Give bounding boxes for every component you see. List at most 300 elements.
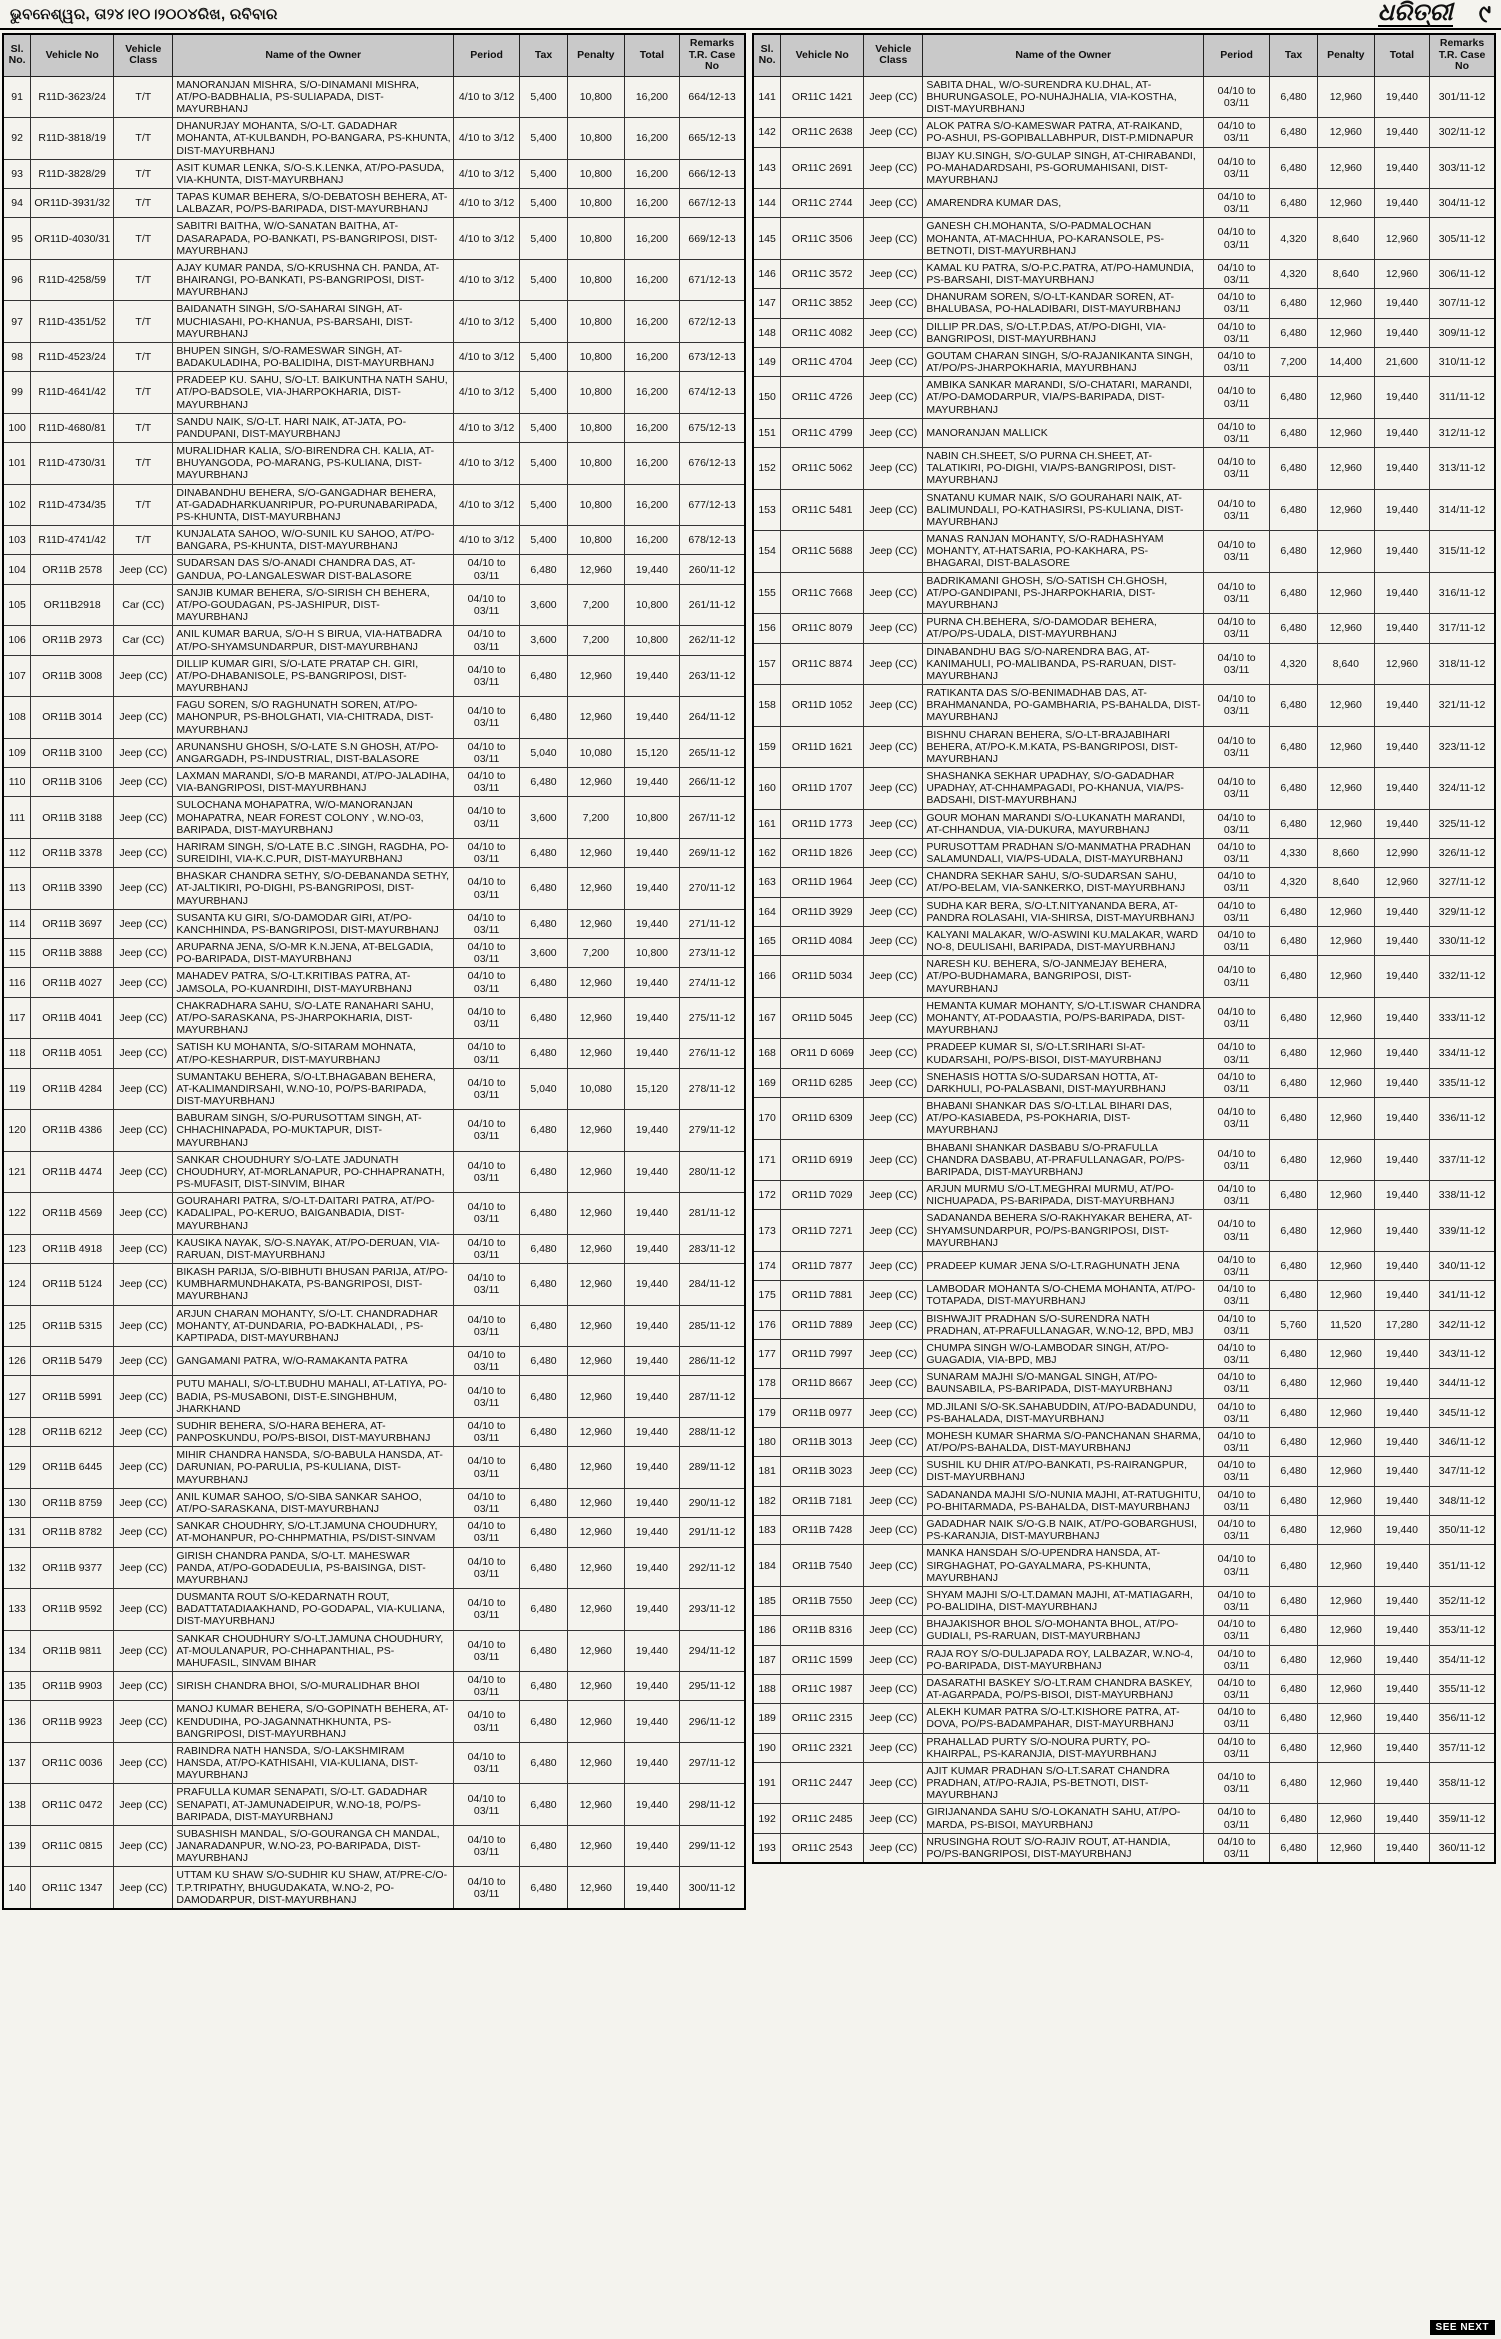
vehicle-no: OR11 D 6069	[781, 1039, 864, 1068]
vehicle-class: Jeep (CC)	[114, 768, 173, 797]
owner-name: DHANURJAY MOHANTA, S/O-LT. GADADHAR MOHANTA, AT-KULBANDH, PO-BANGARA, PS-KHUNTA, DIST-MAYURBHANJ	[173, 118, 454, 160]
period: 04/10 to 03/11	[1204, 1516, 1270, 1545]
penalty: 12,960	[567, 1110, 624, 1152]
column-header-vehicle-class: Vehicle Class	[864, 34, 923, 76]
masthead-area	[1378, 1, 1491, 27]
owner-name: CHAKRADHARA SAHU, S/O-LATE RANAHARI SAHU, AT/PO-SARASKANA, PS-JHARPOKHARIA, DIST-MAYURBHANJ	[173, 997, 454, 1039]
total: 19,440	[1374, 768, 1429, 810]
period: 04/10 to 03/11	[454, 1234, 520, 1263]
vehicle-no: OR11C 2321	[781, 1733, 864, 1762]
period: 04/10 to 03/11	[1204, 118, 1270, 147]
vehicle-class: Jeep (CC)	[864, 259, 923, 288]
tax: 6,480	[520, 1264, 568, 1306]
table-row	[753, 1369, 1495, 1398]
period: 04/10 to 03/11	[454, 1867, 520, 1909]
vehicle-class: Jeep (CC)	[864, 1210, 923, 1252]
penalty: 12,960	[1317, 997, 1374, 1039]
tr-case-no: 674/12-13	[680, 372, 745, 414]
penalty: 10,800	[567, 259, 624, 301]
owner-name: SHYAM MAJHI S/O-LT.DAMAN MAJHI, AT-MATIAGARH, PO-BALIDIHA, DIST-MAYURBHANJ	[923, 1586, 1204, 1615]
tax: 6,480	[1270, 1281, 1318, 1310]
table-row	[3, 76, 745, 118]
tax: 6,480	[520, 997, 568, 1039]
vehicle-no: OR11D 7271	[781, 1210, 864, 1252]
total: 19,440	[624, 838, 679, 867]
vehicle-class: Jeep (CC)	[864, 531, 923, 573]
tax: 6,480	[1270, 926, 1318, 955]
sl-no: 109	[3, 738, 31, 767]
total: 19,440	[1374, 1281, 1429, 1310]
period: 04/10 to 03/11	[1204, 218, 1270, 260]
vehicle-no: R11D-4523/24	[31, 342, 114, 371]
owner-name: LAMBODAR MOHANTA S/O-CHEMA MOHANTA, AT/PO-TOTAPADA, DIST-MAYURBHANJ	[923, 1281, 1204, 1310]
period: 04/10 to 03/11	[1204, 1098, 1270, 1140]
sl-no: 145	[753, 218, 781, 260]
total: 19,440	[1374, 1369, 1429, 1398]
penalty: 10,800	[567, 118, 624, 160]
period: 04/10 to 03/11	[1204, 1486, 1270, 1515]
tr-case-no: 271/11-12	[680, 909, 745, 938]
vehicle-class: Jeep (CC)	[864, 189, 923, 218]
vehicle-no: OR11B 9923	[31, 1701, 114, 1743]
vehicle-class: Jeep (CC)	[114, 1825, 173, 1867]
total: 19,440	[1374, 1098, 1429, 1140]
period: 4/10 to 3/12	[454, 372, 520, 414]
vehicle-no: OR11B 8782	[31, 1518, 114, 1547]
total: 19,440	[624, 1547, 679, 1589]
penalty: 7,200	[567, 584, 624, 626]
owner-name: BHABANI SHANKAR DAS S/O-LT.LAL BIHARI DAS, AT/PO-KASIABEDA, PS-POKHARIA, DIST-MAYURBHANJ	[923, 1098, 1204, 1140]
table-row	[3, 1347, 745, 1376]
table-row	[3, 968, 745, 997]
total: 16,200	[624, 218, 679, 260]
table-row	[3, 218, 745, 260]
tr-case-no: 665/12-13	[680, 118, 745, 160]
vehicle-class: Jeep (CC)	[864, 489, 923, 531]
column-header-owner-name: Name of the Owner	[173, 34, 454, 76]
sl-no: 116	[3, 968, 31, 997]
tr-case-no: 266/11-12	[680, 768, 745, 797]
tr-case-no: 343/11-12	[1430, 1339, 1495, 1368]
owner-name: GOUR MOHAN MARANDI S/O-LUKANATH MARANDI, AT-CHHANDUA, VIA-DUKURA, MAYURBHANJ	[923, 809, 1204, 838]
table-row	[753, 1586, 1495, 1615]
sl-no: 177	[753, 1339, 781, 1368]
penalty: 12,960	[1317, 726, 1374, 768]
vehicle-class: Jeep (CC)	[114, 697, 173, 739]
tr-case-no: 347/11-12	[1430, 1457, 1495, 1486]
vehicle-class: Jeep (CC)	[864, 997, 923, 1039]
sl-no: 189	[753, 1704, 781, 1733]
period: 04/10 to 03/11	[1204, 1545, 1270, 1587]
tr-case-no: 333/11-12	[1430, 997, 1495, 1039]
table-row	[3, 1193, 745, 1235]
tax: 6,480	[1270, 614, 1318, 643]
vehicle-table-right	[752, 33, 1496, 1864]
owner-name: KALYANI MALAKAR, W/O-ASWINI KU.MALAKAR, WARD NO-8, DEULISAHI, BARIPADA, DIST-MAYURBHANJ	[923, 926, 1204, 955]
sl-no: 91	[3, 76, 31, 118]
owner-name: ARUNANSHU GHOSH, S/O-LATE S.N GHOSH, AT/PO-ANGARGADH, PS-INDUSTRIAL, DIST-BALASORE	[173, 738, 454, 767]
total: 19,440	[624, 1784, 679, 1826]
total: 16,200	[624, 443, 679, 485]
vehicle-no: R11D-4351/52	[31, 301, 114, 343]
tax: 5,400	[520, 413, 568, 442]
period: 04/10 to 03/11	[1204, 1310, 1270, 1339]
tax: 6,480	[520, 1784, 568, 1826]
owner-name: RAJA ROY S/O-DULJAPADA ROY, LALBAZAR, W.NO-4, PO-BARIPADA, DIST-MAYURBHANJ	[923, 1645, 1204, 1674]
vehicle-class: Jeep (CC)	[114, 1447, 173, 1489]
tr-case-no: 279/11-12	[680, 1110, 745, 1152]
period: 04/10 to 03/11	[454, 1784, 520, 1826]
owner-name: PRADEEP KUMAR JENA S/O-LT.RAGHUNATH JENA	[923, 1251, 1204, 1280]
period: 04/10 to 03/11	[1204, 685, 1270, 727]
vehicle-no: OR11B 8759	[31, 1488, 114, 1517]
tax: 6,480	[1270, 572, 1318, 614]
sl-no: 138	[3, 1784, 31, 1826]
sl-no: 180	[753, 1427, 781, 1456]
owner-name: ASIT KUMAR LENKA, S/O-S.K.LENKA, AT/PO-PASUDA, VIA-KHUNTA, DIST-MAYURBHANJ	[173, 159, 454, 188]
table-row	[753, 1457, 1495, 1486]
table-row	[3, 626, 745, 655]
period: 04/10 to 03/11	[1204, 997, 1270, 1039]
sl-no: 173	[753, 1210, 781, 1252]
owner-name: ARUPARNA JENA, S/O-MR K.N.JENA, AT-BELGADIA, PO-BARIPADA, DIST-MAYURBHANJ	[173, 939, 454, 968]
total: 19,440	[1374, 1068, 1429, 1097]
penalty: 12,960	[567, 1589, 624, 1631]
period: 04/10 to 03/11	[1204, 1181, 1270, 1210]
owner-name: AJAY KUMAR PANDA, S/O-KRUSHNA CH. PANDA, AT-BHAIRANGI, PO-BANKATI, PS-BANGRIPOSI, DIST-MAYURBHANJ	[173, 259, 454, 301]
penalty: 8,640	[1317, 218, 1374, 260]
tr-case-no: 288/11-12	[680, 1417, 745, 1446]
penalty: 10,800	[567, 301, 624, 343]
sl-no: 184	[753, 1545, 781, 1587]
vehicle-no: OR11B 8316	[781, 1616, 864, 1645]
period: 04/10 to 03/11	[454, 797, 520, 839]
vehicle-no: OR11D 7997	[781, 1339, 864, 1368]
period: 4/10 to 3/12	[454, 218, 520, 260]
period: 4/10 to 3/12	[454, 189, 520, 218]
tax: 6,480	[520, 1234, 568, 1263]
owner-name: PURNA CH.BEHERA, S/O-DAMODAR BEHERA, AT/PO/PS-UDALA, DIST-MAYURBHANJ	[923, 614, 1204, 643]
tr-case-no: 284/11-12	[680, 1264, 745, 1306]
tax: 6,480	[1270, 1427, 1318, 1456]
sl-no: 159	[753, 726, 781, 768]
penalty: 12,960	[1317, 1251, 1374, 1280]
total: 19,440	[1374, 809, 1429, 838]
table-row	[3, 555, 745, 584]
tr-case-no: 332/11-12	[1430, 956, 1495, 998]
owner-name: AJIT KUMAR PRADHAN S/O-LT.SARAT CHANDRA PRADHAN, AT/PO-RAJIA, PS-BETNOTI, DIST-MAYURBHANJ	[923, 1762, 1204, 1804]
total: 19,440	[624, 968, 679, 997]
penalty: 12,960	[567, 655, 624, 697]
tr-case-no: 359/11-12	[1430, 1804, 1495, 1833]
penalty: 10,800	[567, 76, 624, 118]
table-row	[3, 1068, 745, 1110]
total: 19,440	[1374, 189, 1429, 218]
total: 19,440	[1374, 1704, 1429, 1733]
vehicle-no: OR11C 3852	[781, 289, 864, 318]
penalty: 10,800	[567, 372, 624, 414]
total: 19,440	[624, 1110, 679, 1152]
period: 04/10 to 03/11	[1204, 1251, 1270, 1280]
table-row	[3, 159, 745, 188]
sl-no: 99	[3, 372, 31, 414]
tax: 6,480	[1270, 1762, 1318, 1804]
penalty: 12,960	[567, 768, 624, 797]
total: 19,440	[624, 1630, 679, 1672]
vehicle-no: OR11B 5124	[31, 1264, 114, 1306]
owner-name: BAIDANATH SINGH, S/O-SAHARAI SINGH, AT-MUCHIASAHI, PO-KHANUA, PS-BARSAHI, DIST-MAYURBHANJ	[173, 301, 454, 343]
tax: 6,480	[1270, 1210, 1318, 1252]
table-row	[3, 372, 745, 414]
period: 04/10 to 03/11	[1204, 347, 1270, 376]
tax: 6,480	[520, 1039, 568, 1068]
penalty: 12,960	[1317, 1427, 1374, 1456]
tr-case-no: 678/12-13	[680, 526, 745, 555]
total: 19,440	[1374, 531, 1429, 573]
penalty: 8,640	[1317, 643, 1374, 685]
penalty: 7,200	[567, 626, 624, 655]
vehicle-no: OR11C 0815	[31, 1825, 114, 1867]
tr-case-no: 302/11-12	[1430, 118, 1495, 147]
penalty: 12,960	[567, 555, 624, 584]
total: 19,440	[1374, 1139, 1429, 1181]
sl-no: 133	[3, 1589, 31, 1631]
tr-case-no: 297/11-12	[680, 1742, 745, 1784]
vehicle-class: Jeep (CC)	[864, 868, 923, 897]
period: 04/10 to 03/11	[1204, 1457, 1270, 1486]
total: 19,440	[624, 1417, 679, 1446]
tax: 6,480	[520, 1589, 568, 1631]
table-row	[753, 189, 1495, 218]
period: 04/10 to 03/11	[1204, 1645, 1270, 1674]
tax: 5,400	[520, 372, 568, 414]
table-row	[753, 768, 1495, 810]
tr-case-no: 351/11-12	[1430, 1545, 1495, 1587]
penalty: 12,960	[1317, 809, 1374, 838]
owner-name: MIHIR CHANDRA HANSDA, S/O-BABULA HANSDA, AT-DARUNIAN, PO-PARULIA, PS-KULIANA, DIST-MAYURBHANJ	[173, 1447, 454, 1489]
owner-name: SUDHA KAR BERA, S/O-LT.NITYANANDA BERA, AT-PANDRA ROLASAHI, VIA-SHIRSA, DIST-MAYURBHANJ	[923, 897, 1204, 926]
owner-name: SADANANDA BEHERA S/O-RAKHYAKAR BEHERA, AT-SHYAMSUNDARPUR, PO/PS-BANGRIPOSI, DIST-MAYURBHANJ	[923, 1210, 1204, 1252]
period: 04/10 to 03/11	[454, 997, 520, 1039]
owner-name: SHASHANKA SEKHAR UPADHAY, S/O-GADADHAR UPADHAY, AT-CHHAMPAGADI, PO-KHANUA, VIA/PS-BADSAHI, DIST-MAYURBHANJ	[923, 768, 1204, 810]
period: 04/10 to 03/11	[454, 1376, 520, 1418]
tax: 4,320	[1270, 643, 1318, 685]
sl-no: 107	[3, 655, 31, 697]
table-row	[753, 1704, 1495, 1733]
tax: 5,040	[520, 1068, 568, 1110]
vehicle-no: OR11B 9377	[31, 1547, 114, 1589]
vehicle-class: T/T	[114, 259, 173, 301]
vehicle-no: OR11D 7029	[781, 1181, 864, 1210]
vehicle-class: Jeep (CC)	[864, 1733, 923, 1762]
total: 16,200	[624, 372, 679, 414]
sl-no: 106	[3, 626, 31, 655]
sl-no: 191	[753, 1762, 781, 1804]
total: 21,600	[1374, 347, 1429, 376]
penalty: 12,960	[567, 997, 624, 1039]
total: 19,440	[1374, 1762, 1429, 1804]
tr-case-no: 335/11-12	[1430, 1068, 1495, 1097]
table-row	[753, 572, 1495, 614]
total: 19,440	[624, 1039, 679, 1068]
period: 04/10 to 03/11	[454, 968, 520, 997]
period: 04/10 to 03/11	[1204, 1586, 1270, 1615]
tax: 6,480	[520, 1488, 568, 1517]
period: 04/10 to 03/11	[454, 1151, 520, 1193]
vehicle-class: Jeep (CC)	[864, 838, 923, 867]
table-row	[3, 1630, 745, 1672]
vehicle-no: R11D-4258/59	[31, 259, 114, 301]
owner-name: MD.JILANI S/O-SK.SAHABUDDIN, AT/PO-BADADUNDU, PS-BAHALADA, DIST-MAYURBHANJ	[923, 1398, 1204, 1427]
sl-no: 146	[753, 259, 781, 288]
table-row	[753, 643, 1495, 685]
tr-case-no: 353/11-12	[1430, 1616, 1495, 1645]
owner-name: SNATANU KUMAR NAIK, S/O GOURAHARI NAIK, AT-BALIMUNDALI, PO-KATHASIRSI, PS-KULIANA, DIST-MAYURBHANJ	[923, 489, 1204, 531]
owner-name: CHANDRA SEKHAR SAHU, S/O-SUDARSAN SAHU, AT/PO-BELAM, VIA-SANKERKO, DIST-MAYURBHANJ	[923, 868, 1204, 897]
sl-no: 167	[753, 997, 781, 1039]
vehicle-no: OR11D 1707	[781, 768, 864, 810]
sl-no: 139	[3, 1825, 31, 1867]
owner-name: SABITRI BAITHA, W/O-SANATAN BAITHA, AT-DASARAPADA, PO-BANKATI, PS-BANGRIPOSI, DIST-MAYURBHANJ	[173, 218, 454, 260]
tax: 6,480	[520, 1376, 568, 1418]
tax: 6,480	[520, 1701, 568, 1743]
period: 04/10 to 03/11	[1204, 318, 1270, 347]
total: 19,440	[624, 909, 679, 938]
penalty: 12,960	[1317, 489, 1374, 531]
tax: 4,320	[1270, 868, 1318, 897]
sl-no: 124	[3, 1264, 31, 1306]
table-row	[753, 1516, 1495, 1545]
sl-no: 126	[3, 1347, 31, 1376]
period: 04/10 to 03/11	[454, 738, 520, 767]
owner-name: ALEKH KUMAR PATRA S/O-LT.KISHORE PATRA, AT-DOVA, PO/PS-BADAMPAHAR, DIST-MAYURBHANJ	[923, 1704, 1204, 1733]
tax: 6,480	[520, 968, 568, 997]
vehicle-class: Jeep (CC)	[114, 1488, 173, 1517]
vehicle-no: OR11C 4082	[781, 318, 864, 347]
vehicle-no: OR11C 5481	[781, 489, 864, 531]
sl-no: 102	[3, 484, 31, 526]
owner-name: SATISH KU MOHANTA, S/O-SITARAM MOHNATA, AT/PO-KESHARPUR, DIST-MAYURBHANJ	[173, 1039, 454, 1068]
tr-case-no: 324/11-12	[1430, 768, 1495, 810]
tr-case-no: 338/11-12	[1430, 1181, 1495, 1210]
total: 19,440	[1374, 726, 1429, 768]
table-row	[3, 1784, 745, 1826]
tr-case-no: 675/12-13	[680, 413, 745, 442]
total: 19,440	[1374, 418, 1429, 447]
owner-name: GIRISH CHANDRA PANDA, S/O-LT. MAHESWAR PANDA, AT/PO-GODADEULIA, PS-BAISINGA, DIST-MAYURBHANJ	[173, 1547, 454, 1589]
sl-no: 128	[3, 1417, 31, 1446]
owner-name: ARJUN CHARAN MOHANTY, S/O-LT. CHANDRADHAR MOHANTY, AT-DUNDARIA, PO-BADKHALADI, , PS-KAPTIPADA, DIST-MAYURBHANJ	[173, 1305, 454, 1347]
vehicle-class: Jeep (CC)	[114, 1547, 173, 1589]
period: 04/10 to 03/11	[454, 1630, 520, 1672]
vehicle-class: Jeep (CC)	[114, 909, 173, 938]
period: 04/10 to 03/11	[1204, 377, 1270, 419]
sl-no: 112	[3, 838, 31, 867]
owner-name: FAGU SOREN, S/O RAGHUNATH SOREN, AT/PO-MAHONPUR, PS-BHOLGHATI, VIA-CHITRADA, DIST-MAYURBHANJ	[173, 697, 454, 739]
period: 04/10 to 03/11	[454, 1589, 520, 1631]
table-row	[3, 1110, 745, 1152]
penalty: 12,960	[1317, 956, 1374, 998]
table-row	[753, 1804, 1495, 1833]
table-row	[3, 797, 745, 839]
penalty: 11,520	[1317, 1310, 1374, 1339]
tr-case-no: 304/11-12	[1430, 189, 1495, 218]
sl-no: 185	[753, 1586, 781, 1615]
tax: 6,480	[1270, 897, 1318, 926]
vehicle-class: Jeep (CC)	[864, 1398, 923, 1427]
owner-name: DILLIP PR.DAS, S/O-LT.P.DAS, AT/PO-DIGHI, VIA-BANGRIPOSI, DIST-MAYURBHANJ	[923, 318, 1204, 347]
vehicle-class: Jeep (CC)	[864, 1139, 923, 1181]
owner-name: NARESH KU. BEHERA, S/O-JANMEJAY BEHERA, AT/PO-BUDHAMARA, BANGRIPOSI, DIST-MAYURBHANJ	[923, 956, 1204, 998]
tr-case-no: 345/11-12	[1430, 1398, 1495, 1427]
period: 04/10 to 03/11	[454, 1672, 520, 1701]
vehicle-class: Car (CC)	[114, 584, 173, 626]
penalty: 12,960	[1317, 1098, 1374, 1140]
owner-name: ALOK PATRA S/O-KAMESWAR PATRA, AT-RAIKAND, PO-ASHUI, PS-GOPIBALLABHPUR, DIST-P.MIDNAPUR	[923, 118, 1204, 147]
tr-case-no: 671/12-13	[680, 259, 745, 301]
table-row	[753, 377, 1495, 419]
penalty: 10,800	[567, 189, 624, 218]
penalty: 8,660	[1317, 838, 1374, 867]
vehicle-no: OR11D 1964	[781, 868, 864, 897]
vehicle-class: Jeep (CC)	[864, 572, 923, 614]
total: 19,440	[1374, 76, 1429, 118]
sl-no: 150	[753, 377, 781, 419]
tax: 6,480	[1270, 189, 1318, 218]
vehicle-class: Jeep (CC)	[864, 118, 923, 147]
table-header-row-left	[3, 34, 745, 76]
sl-no: 130	[3, 1488, 31, 1517]
period: 04/10 to 03/11	[454, 555, 520, 584]
period: 04/10 to 03/11	[1204, 1398, 1270, 1427]
total: 19,440	[1374, 1545, 1429, 1587]
total: 19,440	[624, 1234, 679, 1263]
sl-no: 143	[753, 147, 781, 189]
masthead-logo: ଧରିତ୍ରୀ	[1377, 0, 1453, 26]
tax: 3,600	[520, 939, 568, 968]
sl-no: 131	[3, 1518, 31, 1547]
penalty: 12,960	[1317, 1039, 1374, 1068]
tr-case-no: 265/11-12	[680, 738, 745, 767]
penalty: 12,960	[567, 1417, 624, 1446]
tr-case-no: 292/11-12	[680, 1547, 745, 1589]
total: 19,440	[1374, 1486, 1429, 1515]
table-row	[753, 1039, 1495, 1068]
tr-case-no: 354/11-12	[1430, 1645, 1495, 1674]
total: 19,440	[624, 1742, 679, 1784]
period: 04/10 to 03/11	[454, 1305, 520, 1347]
table-row	[3, 1488, 745, 1517]
table-row	[753, 531, 1495, 573]
sl-no: 119	[3, 1068, 31, 1110]
owner-name: SANDU NAIK, S/O-LT. HARI NAIK, AT-JATA, PO-PANDUPANI, DIST-MAYURBHANJ	[173, 413, 454, 442]
table-row	[3, 118, 745, 160]
penalty: 12,960	[1317, 377, 1374, 419]
vehicle-class: Jeep (CC)	[864, 1281, 923, 1310]
period: 04/10 to 03/11	[454, 768, 520, 797]
vehicle-class: Jeep (CC)	[114, 1672, 173, 1701]
tax: 6,480	[520, 555, 568, 584]
sl-no: 152	[753, 448, 781, 490]
sl-no: 165	[753, 926, 781, 955]
vehicle-no: OR11D 5034	[781, 956, 864, 998]
sl-no: 108	[3, 697, 31, 739]
sl-no: 158	[753, 685, 781, 727]
vehicle-class: T/T	[114, 372, 173, 414]
vehicle-class: Jeep (CC)	[864, 1339, 923, 1368]
tr-case-no: 291/11-12	[680, 1518, 745, 1547]
tr-case-no: 285/11-12	[680, 1305, 745, 1347]
